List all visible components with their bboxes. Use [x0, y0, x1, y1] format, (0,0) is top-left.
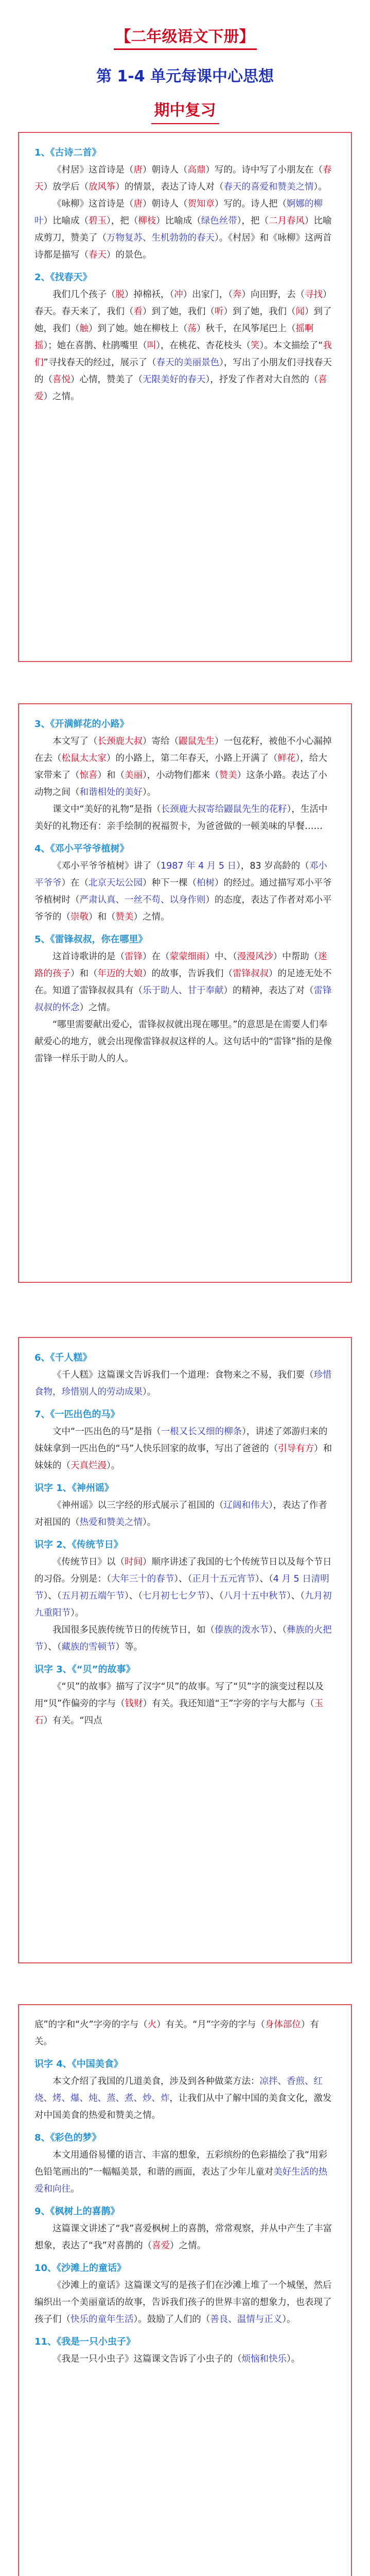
body-text: ）写的。诗人把（ [215, 199, 287, 209]
body-text: ）。《村居》和《咏柳》这两首诗都是描写（ [34, 233, 332, 260]
body-text: ），把（ [237, 216, 269, 226]
answer-text: 五月初五端午节 [61, 1591, 125, 1601]
answer-text: 摇啊摇 [34, 324, 314, 351]
body-text: ）和（ [97, 770, 125, 781]
answer-text: 火 [147, 2020, 157, 2030]
answer-text: 看 [133, 307, 143, 317]
lesson-section [34, 2333, 336, 2368]
body-text: 本文写了（ [52, 736, 98, 747]
lesson-paragraph [34, 858, 336, 926]
answer-text: 傣族的泼水节 [215, 1625, 269, 1635]
body-text: ）。 [107, 1461, 120, 1471]
body-text: ）的小路上，第二年春天，小路上开满了（ [107, 753, 278, 764]
answer-text: 长颈鹿大叔寄给鼹鼠先生的花籽 [161, 804, 287, 815]
answer-text: 引导有方 [278, 1444, 314, 1454]
body-text: 《邓小平爷爷植树》讲了（ [52, 861, 161, 871]
answer-text: 寻找 [305, 290, 323, 300]
body-text: 这篇课文讲述了“我”喜爱枫树上的喜鹊，常常观察，并从中产生了丰富想象，表达了“我”对喜鹊的（ [34, 2224, 332, 2251]
answer-text: 正月十五元宵节 [192, 1574, 255, 1584]
lesson-title: 3、《开满鲜花的小路》 [34, 719, 129, 730]
body-text: ）和妹妹的（ [34, 1444, 332, 1471]
body-text: ）。本文描绘了“ [259, 341, 323, 351]
lesson-section [34, 716, 336, 835]
body-text: ）的足迹无处不在。知道了雷锋叔叔具有（ [34, 969, 332, 996]
body-text: ）。 [282, 2314, 296, 2325]
body-text: ）出家门，（ [183, 290, 233, 300]
answer-text: 严肃认真、一丝不苟、以身作则 [79, 895, 206, 905]
lesson-paragraph [34, 1622, 336, 1656]
answer-text: 快乐的童年生活 [71, 2314, 134, 2325]
lesson-section [34, 2016, 336, 2050]
body-text: ）的态度，表达了作者对邓小平爷爷的（ [34, 895, 332, 922]
body-text: ）春天。春天来了，我们（ [34, 290, 332, 317]
body-text: ）朝诗人（ [143, 165, 188, 175]
answer-text: 鼹鼠先生 [179, 736, 215, 747]
body-text: 《千人糕》这篇课文告诉我们一个道理：食物来之不易，我们要（ [52, 1370, 314, 1380]
lesson-paragraph [34, 1016, 336, 1067]
answer-text: 惊喜 [79, 770, 98, 781]
body-text: 本文用通俗易懂的语言、丰富的想象，五彩缤纷的色彩描绘了我“用彩色铅笔画出的”一幅幅美景，和谐的画面，表达了少年儿童对 [34, 2150, 328, 2177]
lesson-section [34, 2056, 336, 2124]
body-text: ）的经过。通过描写邓小平爷爷植树时（ [34, 878, 332, 905]
answer-text: 春天的喜爱和赞美之情 [223, 182, 314, 192]
lesson-paragraph [34, 1423, 336, 1475]
answer-text: 二月春风 [269, 216, 305, 226]
body-text: ）的情景，表达了诗人对（ [115, 182, 224, 192]
answer-text: 贺知章 [187, 199, 215, 209]
body-text: ），讲述了郊游归来的妹妹拿到一匹出色的“马”人快乐回家的故事，写出了爸爸的（ [34, 1427, 328, 1454]
answer-text: 玉石 [34, 1699, 324, 1726]
answer-text: 冲 [174, 290, 183, 300]
lesson-paragraph [34, 801, 336, 835]
answer-text: 烦恼和快乐 [241, 2354, 287, 2364]
answer-text: 触 [79, 324, 89, 334]
answer-text: 北京天坛公园 [89, 878, 143, 888]
lesson-title: 7、《一匹出色的马》 [34, 1409, 120, 1420]
body-text: ）；她在喜鹊、杜鹃嘴里（ [43, 341, 147, 351]
answer-text: 松鼠太太家 [61, 753, 107, 764]
lesson-title: 8、《彩色的梦》 [34, 2132, 101, 2143]
body-text: ）中、（ [205, 952, 237, 962]
lesson-title: 5、《雷锋叔叔，你在哪里》 [34, 934, 148, 945]
lesson-section [34, 1406, 336, 1475]
answer-text: 赞美 [219, 770, 237, 781]
body-text: 《村居》这首诗是（ [52, 165, 134, 175]
body-text: 文中“一匹出色的马”是指（ [52, 1427, 161, 1437]
lesson-section [34, 2260, 336, 2328]
answer-text: 凉拌、香煎、红烧、烤、爆、炖、蒸、煮、炒、炸 [34, 2076, 323, 2104]
body-text: 我们几个孩子（ [52, 290, 116, 300]
answer-text: 婀娜的柳叶 [34, 199, 323, 226]
lesson-section [34, 1349, 336, 1401]
lesson-paragraph [34, 948, 336, 1016]
review-card-3 [18, 1337, 352, 1963]
body-text: ），给大家带来了（ [34, 753, 327, 781]
body-text: ）和（ [71, 969, 98, 979]
lesson-paragraph [34, 733, 336, 801]
body-text: ）、（ [269, 1625, 287, 1635]
answer-text: 九月初九重阳节 [34, 1591, 332, 1618]
lesson-paragraph [34, 2277, 336, 2328]
body-text: ”寻找春天的经过，展示了（ [43, 358, 156, 368]
answer-text: 大年三十的春节 [111, 1574, 174, 1584]
answer-text: 4 月 5 日清明节 [34, 1574, 329, 1601]
body-text: 《沙滩上的童话》这篇课文写的是孩子们在沙滩上堆了一个城堡，然后编织出一个美丽童话的故事，告诉我们孩子的世界丰富的想象力，也表现了孩子们（ [34, 2280, 332, 2325]
body-text: 我国很多民族传统节日的传统节日，如（ [52, 1625, 215, 1635]
body-text: ）。 [143, 1517, 156, 1528]
body-text: 。 [71, 2184, 80, 2194]
answer-text: 藏族的雪顿节 [61, 1642, 116, 1652]
body-text: ）。鼓励了人们的（ [133, 2314, 210, 2325]
body-text: ）。 [143, 787, 156, 798]
lesson-paragraph [34, 2016, 336, 2050]
review-card-1 [18, 132, 352, 662]
answer-text: 听 [215, 307, 224, 317]
lesson-section [34, 269, 336, 405]
answer-text: 喜爱 [152, 2241, 170, 2251]
body-text: ）。 [287, 2354, 301, 2364]
answer-text: 善良、温情与正义 [210, 2314, 283, 2325]
body-text: ）在（ [61, 878, 89, 888]
lesson-paragraph [34, 1497, 336, 1531]
answer-text: 赞美 [115, 912, 134, 922]
answer-text: 碧玉 [89, 216, 107, 226]
body-text: ）。 [71, 1608, 84, 1618]
answer-text: 珍惜食物，珍惜别人的劳动成果 [34, 1370, 332, 1397]
body-text: ）顺序讲述了我国的七个传统节日以及每个节日的习俗。分别是：（ [34, 1557, 332, 1584]
answer-text: 1987 年 4 月 5 日 [161, 861, 237, 871]
answer-text: 高鼎 [187, 165, 206, 175]
answer-text: 美好生活的热爱和向往 [34, 2167, 328, 2194]
header [0, 0, 370, 132]
body-text: ）、（ [43, 1591, 62, 1601]
body-text: 课文中“美好的礼物”是指（ [52, 804, 161, 815]
body-text: ），表达了作者对祖国的（ [34, 1500, 327, 1528]
review-card-2 [18, 703, 352, 1283]
body-text: ）有关。“四点 [43, 1716, 102, 1726]
body-text: ）的景色。 [107, 250, 152, 260]
answer-text: 崇敬 [71, 912, 89, 922]
lesson-paragraph [34, 1679, 336, 1730]
body-text: 本文介绍了我国的几道美食，涉及到各种做菜方法： [52, 2076, 260, 2087]
body-text: 《咏柳》这首诗是（ [52, 199, 134, 209]
body-text: ）放学后（ [43, 182, 89, 192]
answer-text: 万物复苏、生机勃勃的春天 [107, 233, 215, 243]
answer-text: 迷路的孩子 [34, 952, 327, 979]
answer-text: 唐 [133, 199, 143, 209]
body-text: ），把（ [107, 216, 138, 226]
lesson-section [34, 1536, 336, 1656]
body-text: ）有关。“月”字旁的字与（ [156, 2020, 265, 2030]
body-text: ），写出了小朋友们寻找春天的（ [34, 358, 332, 385]
answer-text: 春天 [89, 250, 107, 260]
body-text: ）之情。 [170, 2241, 206, 2251]
lesson-section [34, 840, 336, 926]
body-text: ）的精神，表达了对（ [223, 986, 314, 996]
answer-text: 鲜花 [277, 753, 296, 764]
answer-text: 荡 [187, 324, 197, 334]
answer-text: 笑 [251, 341, 260, 351]
answer-text: 脱 [115, 290, 125, 300]
lesson-section [34, 2129, 336, 2198]
lesson-section [34, 931, 336, 1067]
body-text: 《“贝”的故事》描写了汉字“贝”的故事。写了“贝”字的演变过程以及用“贝”作偏旁的字与（ [34, 1682, 324, 1709]
answer-text: 无限美好的春天 [143, 375, 206, 385]
lesson-title: 11、《我是一只小虫子》 [34, 2336, 136, 2347]
answer-text: 放风筝 [89, 182, 116, 192]
answer-text: 辽阔和伟大 [223, 1500, 269, 1511]
body-text: ）的故事，告诉我们（ [143, 969, 233, 979]
lesson-title: 9、《枫树上的喜鹊》 [34, 2206, 120, 2217]
answer-text: 喜悦 [52, 375, 71, 385]
lesson-title: 识字 2、《传统节日》 [34, 1539, 123, 1550]
body-text: ）向田野，去（ [241, 290, 305, 300]
body-text: ）比喻成剪刀，赞美了（ [34, 216, 332, 243]
body-text: ）。 [313, 182, 327, 192]
body-text: ）到了她，我们（ [34, 307, 332, 334]
answer-text: 钱财 [125, 1699, 143, 1709]
body-text: ），抒发了作者对大自然的（ [205, 375, 319, 385]
lesson-section [34, 1480, 336, 1531]
lesson-title: 4、《邓小平爷爷植树》 [34, 843, 129, 854]
answer-text: 长颈鹿大叔 [97, 736, 143, 747]
body-text: ），生活中美好的礼物还有：亲手绘制的祝福贺卡，为爸爸做的一顿美味的早餐…… [34, 804, 328, 832]
body-text: ）心情，赞美了（ [71, 375, 143, 385]
lesson-section [34, 144, 336, 264]
body-text: ）之情。 [79, 1003, 116, 1013]
answer-text: 乐于助人、甘于奉献 [143, 986, 224, 996]
lesson-paragraph [34, 2073, 336, 2124]
body-text: ）、（ [125, 1591, 143, 1601]
body-text: 这首诗歌讲的是（ [52, 952, 125, 962]
lesson-title: 识字 1、《神州谣》 [34, 1483, 114, 1494]
answer-text: 七月初七七夕节 [143, 1591, 206, 1601]
answer-text: 一根又长又细的柳条 [161, 1427, 242, 1437]
lesson-paragraph [34, 196, 336, 264]
body-text: ）。 [143, 1387, 156, 1397]
answer-text: 身体部位 [265, 2020, 301, 2030]
answer-text: 美丽 [125, 770, 143, 781]
body-text: ）、（ [174, 1574, 192, 1584]
lesson-title: 识字 4、《中国美食》 [34, 2059, 123, 2070]
body-text: ）寄给（ [143, 736, 179, 747]
body-text: ）中帮助（ [273, 952, 319, 962]
answer-text: 唐 [133, 165, 143, 175]
body-text: ）秋千，在风筝尾巴上（ [197, 324, 296, 334]
body-text: ）、（ [255, 1574, 273, 1584]
body-text: ）、（ [287, 1591, 305, 1601]
answer-text: 叫 [147, 341, 156, 351]
lesson-title: 10、《沙滩上的童话》 [34, 2263, 127, 2274]
body-text: ）和（ [89, 912, 116, 922]
body-text: 《我是一只小虫子》这篇课文告诉了小虫子的（ [52, 2354, 242, 2364]
lesson-paragraph [34, 2351, 336, 2368]
body-text: 底”的字和“火”字旁的字与（ [34, 2020, 148, 2030]
body-text: ，让我们从中了解中国的美食文化，激发对中国美食的热爱和赞美之情。 [34, 2093, 332, 2121]
body-text: ）等。 [115, 1642, 143, 1652]
body-text: ）比喻成（ [156, 216, 201, 226]
answer-text: 天真烂漫 [71, 1461, 107, 1471]
body-text: ），83 岁高龄的（ [236, 861, 309, 871]
answer-text: 春天 [34, 165, 332, 192]
body-text: ）这条小路。表达了小动物之间（ [34, 770, 327, 798]
answer-text: 和谐相处的美好 [79, 787, 143, 798]
body-text: ）掉棉袄，（ [125, 290, 174, 300]
lesson-paragraph [34, 2221, 336, 2255]
review-card-4 [18, 2004, 352, 2576]
answer-text: 闻 [295, 307, 305, 317]
body-text: 《神州谣》以三字经的形式展示了祖国的（ [52, 1500, 224, 1511]
body-text: ）朝诗人（ [143, 199, 188, 209]
answer-text: 蒙蒙细雨 [169, 952, 206, 962]
answer-text: 我们 [34, 341, 332, 368]
answer-text: 时间 [125, 1557, 143, 1567]
answer-text: 雷锋 [125, 952, 143, 962]
body-text: ）有关。 [34, 2020, 319, 2047]
answer-text: 彝族的火把节 [34, 1625, 332, 1652]
page-title: 期中复习 [151, 97, 219, 124]
answer-text: 雷锋叔叔 [233, 969, 269, 979]
body-text: “哪里需要献出爱心，雷锋叔叔就出现在哪里。”的意思是在需要人们奉献爱心的地方，就会出现像雷锋叔叔这样的人。这句话中的“雷锋”指的是像雷锋一样乐于助人的人。 [34, 1020, 332, 1064]
answer-text: 八月十五中秋节 [223, 1591, 287, 1601]
body-text: ）种下一棵（ [143, 878, 197, 888]
body-text: ）之情。 [43, 392, 80, 402]
lesson-title: 6、《千人糕》 [34, 1352, 92, 1363]
lesson-paragraph [34, 162, 336, 196]
lesson-paragraph [34, 286, 336, 405]
body-text: ）在（ [143, 952, 170, 962]
lesson-paragraph [34, 1367, 336, 1401]
lesson-paragraph [34, 2147, 336, 2198]
lesson-section [34, 2203, 336, 2255]
answer-text: 绿色丝带 [201, 216, 237, 226]
body-text: ）、（ [205, 1591, 224, 1601]
body-text: ）到了她，我们（ [143, 307, 215, 317]
lesson-title: 2、《找春天》 [34, 272, 92, 283]
body-text: ）到了她。她在柳枝上（ [89, 324, 188, 334]
body-text: ），小动物们都来（ [143, 770, 219, 781]
grade-tag: 【二年级语文下册】 [114, 24, 257, 50]
answer-text: 柏树 [197, 878, 215, 888]
body-text: ）之情。 [133, 912, 170, 922]
answer-text: 雷锋叔叔的怀念 [34, 986, 332, 1013]
body-text: ）写的。诗中写了小朋友在（ [205, 165, 323, 175]
body-text: ）有关。我还知道“王”字旁的字与大都与（ [143, 1699, 314, 1709]
body-text: ）到了她，我们（ [223, 307, 296, 317]
page-subtitle: 第 1-4 单元每课中心思想 [96, 67, 274, 86]
lesson-title: 1、《古诗二首》 [34, 147, 101, 158]
answer-text: 喜爱 [34, 375, 327, 402]
lesson-section [34, 1661, 336, 1730]
body-text: 《传统节日》以（ [52, 1557, 125, 1567]
answer-text: 邓小平爷爷 [34, 861, 327, 888]
body-text: ），在桃花、杏花枝头（ [156, 341, 251, 351]
answer-text: 热爱和赞美之情 [79, 1517, 143, 1528]
answer-text: 奔 [233, 290, 242, 300]
body-text: ）、（ [43, 1642, 62, 1652]
lesson-title: 识字 3、《“贝”的故事》 [34, 1664, 135, 1675]
answer-text: 漫漫风沙 [237, 952, 273, 962]
lesson-paragraph [34, 1554, 336, 1622]
body-text: ）比喻成（ [43, 216, 89, 226]
body-text: ）一包花籽，被他不小心漏掉在去（ [34, 736, 332, 764]
answer-text: 春天的美丽景色 [156, 358, 220, 368]
answer-text: 柳枝 [138, 216, 156, 226]
answer-text: 年迈的大娘 [97, 969, 143, 979]
